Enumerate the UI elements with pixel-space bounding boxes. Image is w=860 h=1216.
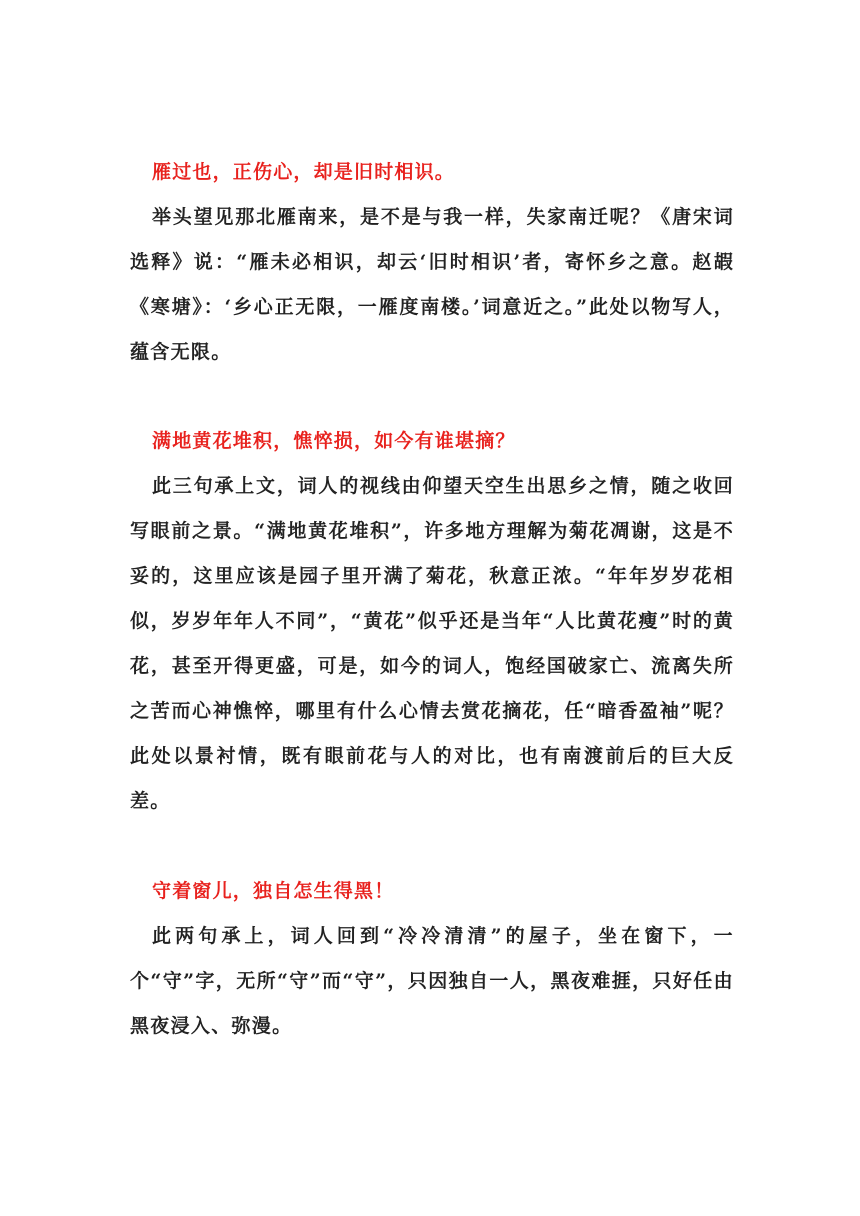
verse-heading-1: 雁过也，正伤心，却是旧时相识。 — [152, 161, 456, 183]
commentary-paragraph-1: 举头望见那北雁南来，是不是与我一样，失家南迁呢？《唐宋词选释》说：“雁未必相识，却云‘旧时相识’者，寄怀乡之意。赵嘏《寒塘》：‘乡心正无限，一雁度南楼。’词意近之。”此处以物写人，蕴含无限。 — [130, 206, 734, 363]
commentary-paragraph-3: 此两句承上，词人回到“冷冷清清”的屋子，坐在窗下，一个“守”字，无所“守”而“守”，只因独自一人，黑夜难捱，只好任由黑夜浸入、弥漫。 — [130, 925, 734, 1037]
verse-heading-2: 满地黄花堆积，憔悴损，如今有谁堪摘？ — [152, 430, 516, 452]
commentary-paragraph-2: 此三句承上文，词人的视线由仰望天空生出思乡之情，随之收回写眼前之景。“满地黄花堆积”，许多地方理解为菊花凋谢，这是不妥的，这里应该是园子里开满了菊花，秋意正浓。“年年岁岁花相似，岁岁年年人不同”，“黄花”似乎还是当年“人比黄花瘦”时的黄花，甚至开得更盛，可是，如今的词人，饱经国破家亡、流离失所之苦而心神憔悴，哪里有什么心情去赏花摘花，任“暗香盈袖”呢？此处以景衬情，既有眼前花与人的对比，也有南渡前后的巨大反差。 — [130, 475, 734, 812]
annotation-section-2 — [130, 426, 734, 824]
verse-heading-3: 守着窗儿，独自怎生得黑！ — [152, 880, 395, 902]
annotation-section-3 — [130, 876, 734, 1049]
annotation-section-1 — [130, 157, 734, 375]
